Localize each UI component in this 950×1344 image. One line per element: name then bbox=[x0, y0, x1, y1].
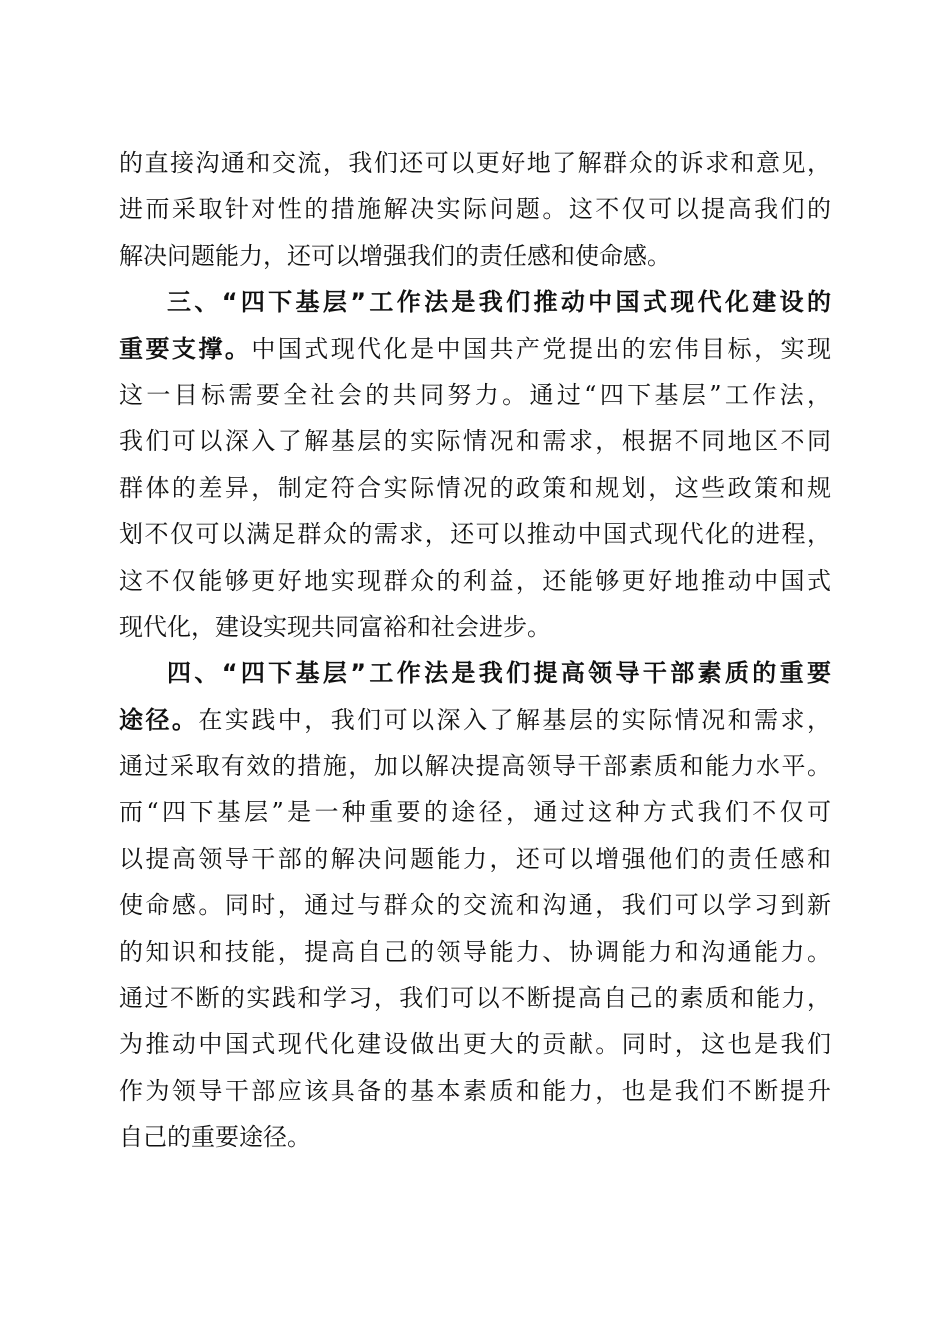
section-4-heading: 四、“四下基层”工作法是我们提高领导干部素质的重要 bbox=[167, 659, 831, 688]
text-line: 的直接沟通和交流，我们还可以更好地了解群众的诉求和意见， bbox=[119, 149, 831, 177]
text-line: 进而采取针对性的措施解决实际问题。这不仅可以提高我们的 bbox=[119, 195, 831, 224]
text-line: 自己的重要途径。 bbox=[119, 1123, 311, 1152]
text-line: 而“四下基层”是一种重要的途径，通过这种方式我们不仅可 bbox=[119, 798, 831, 827]
text-line: 群体的差异，制定符合实际情况的政策和规划，这些政策和规 bbox=[119, 473, 831, 502]
text-line: 这不仅能够更好地实现群众的利益，还能够更好地推动中国式 bbox=[119, 566, 831, 595]
text-line: 作为领导干部应该具备的基本素质和能力，也是我们不断提升 bbox=[119, 1076, 831, 1105]
text-line: 以提高领导干部的解决问题能力，还可以增强他们的责任感和 bbox=[119, 844, 831, 873]
text-line: 划不仅可以满足群众的需求，还可以推动中国式现代化的进程， bbox=[119, 520, 831, 549]
text-line: 这一目标需要全社会的共同努力。通过“四下基层”工作法， bbox=[119, 380, 831, 409]
section-3-heading: 三、“四下基层”工作法是我们推动中国式现代化建设的 bbox=[167, 288, 831, 317]
text-line: 为推动中国式现代化建设做出更大的贡献。同时，这也是我们 bbox=[119, 1030, 831, 1059]
text-line: 解决问题能力，还可以增强我们的责任感和使命感。 bbox=[119, 241, 671, 270]
section-4-heading-end: 途径。 bbox=[119, 705, 199, 734]
section-3-heading-continuation bbox=[119, 326, 831, 372]
text-line: 现代化，建设实现共同富裕和社会进步。 bbox=[119, 612, 551, 641]
section-4-heading-continuation bbox=[119, 697, 831, 743]
text-line: 通过不断的实践和学习，我们可以不断提高自己的素质和能力， bbox=[119, 984, 831, 1013]
document-body bbox=[119, 140, 831, 1161]
text-line: 使命感。同时，通过与群众的交流和沟通，我们可以学习到新 bbox=[119, 891, 831, 920]
section-4-text-start: 在实践中，我们可以深入了解基层的实际情况和需求， bbox=[198, 705, 832, 734]
text-line: 的知识和技能，提高自己的领导能力、协调能力和沟通能力。 bbox=[119, 937, 831, 966]
text-line: 我们可以深入了解基层的实际情况和需求，根据不同地区不同 bbox=[119, 427, 831, 456]
section-3-text-start: 中国式现代化是中国共产党提出的宏伟目标，实现 bbox=[251, 334, 832, 363]
text-line: 通过采取有效的措施，加以解决提高领导干部素质和能力水平。 bbox=[119, 752, 831, 781]
section-3-heading-end: 重要支撑。 bbox=[119, 334, 252, 363]
